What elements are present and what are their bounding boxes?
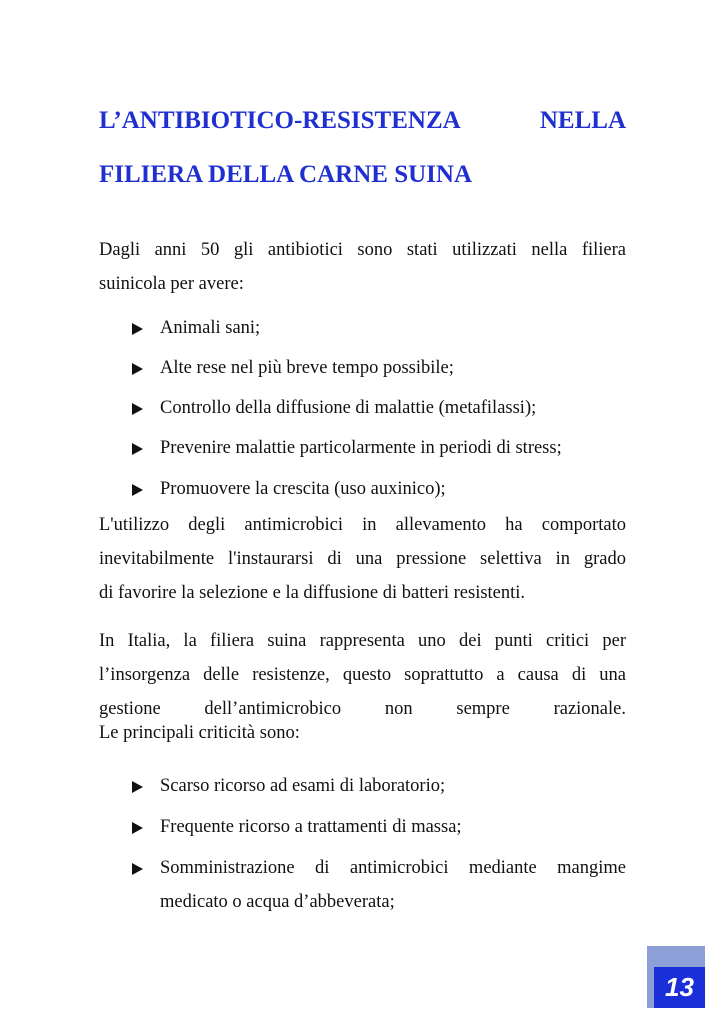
page-number-badge [647, 946, 705, 1008]
intro-paragraph [99, 233, 626, 301]
list-item: Animali sani; [132, 311, 626, 345]
list-item: Frequente ricorso a trattamenti di massa; [132, 810, 626, 844]
bullet-arrow-icon [132, 781, 143, 793]
bullet-arrow-icon [132, 363, 143, 375]
list-item: Prevenire malattie particolarmente in periodi di stress; [132, 431, 626, 465]
intro-line-1: Dagli anni 50 gli antibiotici sono stati utilizzati nella filiera [99, 240, 626, 260]
bullet-arrow-icon [132, 863, 143, 875]
bullet-arrow-icon [132, 323, 143, 335]
bullet-arrow-icon [132, 443, 143, 455]
intro-line-2: suinicola per avere: [99, 274, 244, 294]
list-item: Promuovere la crescita (uso auxinico); [132, 472, 626, 506]
list-item: Somministrazione di antimicrobici mediante mangime medicato o acqua d’abbeverata; [132, 851, 626, 919]
bullet-arrow-icon [132, 484, 143, 496]
list-item: Alte rese nel più breve tempo possibile; [132, 351, 626, 385]
title-line-1: L’ANTIBIOTICO-RESISTENZA NELLA [99, 107, 626, 134]
page-number: 13 [654, 967, 705, 1008]
page-title [99, 94, 626, 202]
bullet-arrow-icon [132, 822, 143, 834]
title-line-2: FILIERA DELLA CARNE SUINA [99, 161, 472, 188]
list-item: Scarso ricorso ad esami di laboratorio; [132, 769, 626, 803]
list-item: Controllo della diffusione di malattie (metafilassi); [132, 391, 626, 425]
bullet-arrow-icon [132, 403, 143, 415]
paragraph-italy: In Italia, la filiera suina rappresenta uno dei punti critici per l’insorgenza delle resistenze, questo soprattutto a causa di una gestione dell’antimicrobico non sempre razionale. Le principali criticità sono: [99, 631, 626, 743]
paragraph-antimicrobial-use: L'utilizzo degli antimicrobici in allevamento ha comportato inevitabilmente l'instaurarsi di una pressione selettiva in grado di favorire la selezione e la diffusione di batteri resistenti. [99, 515, 626, 603]
